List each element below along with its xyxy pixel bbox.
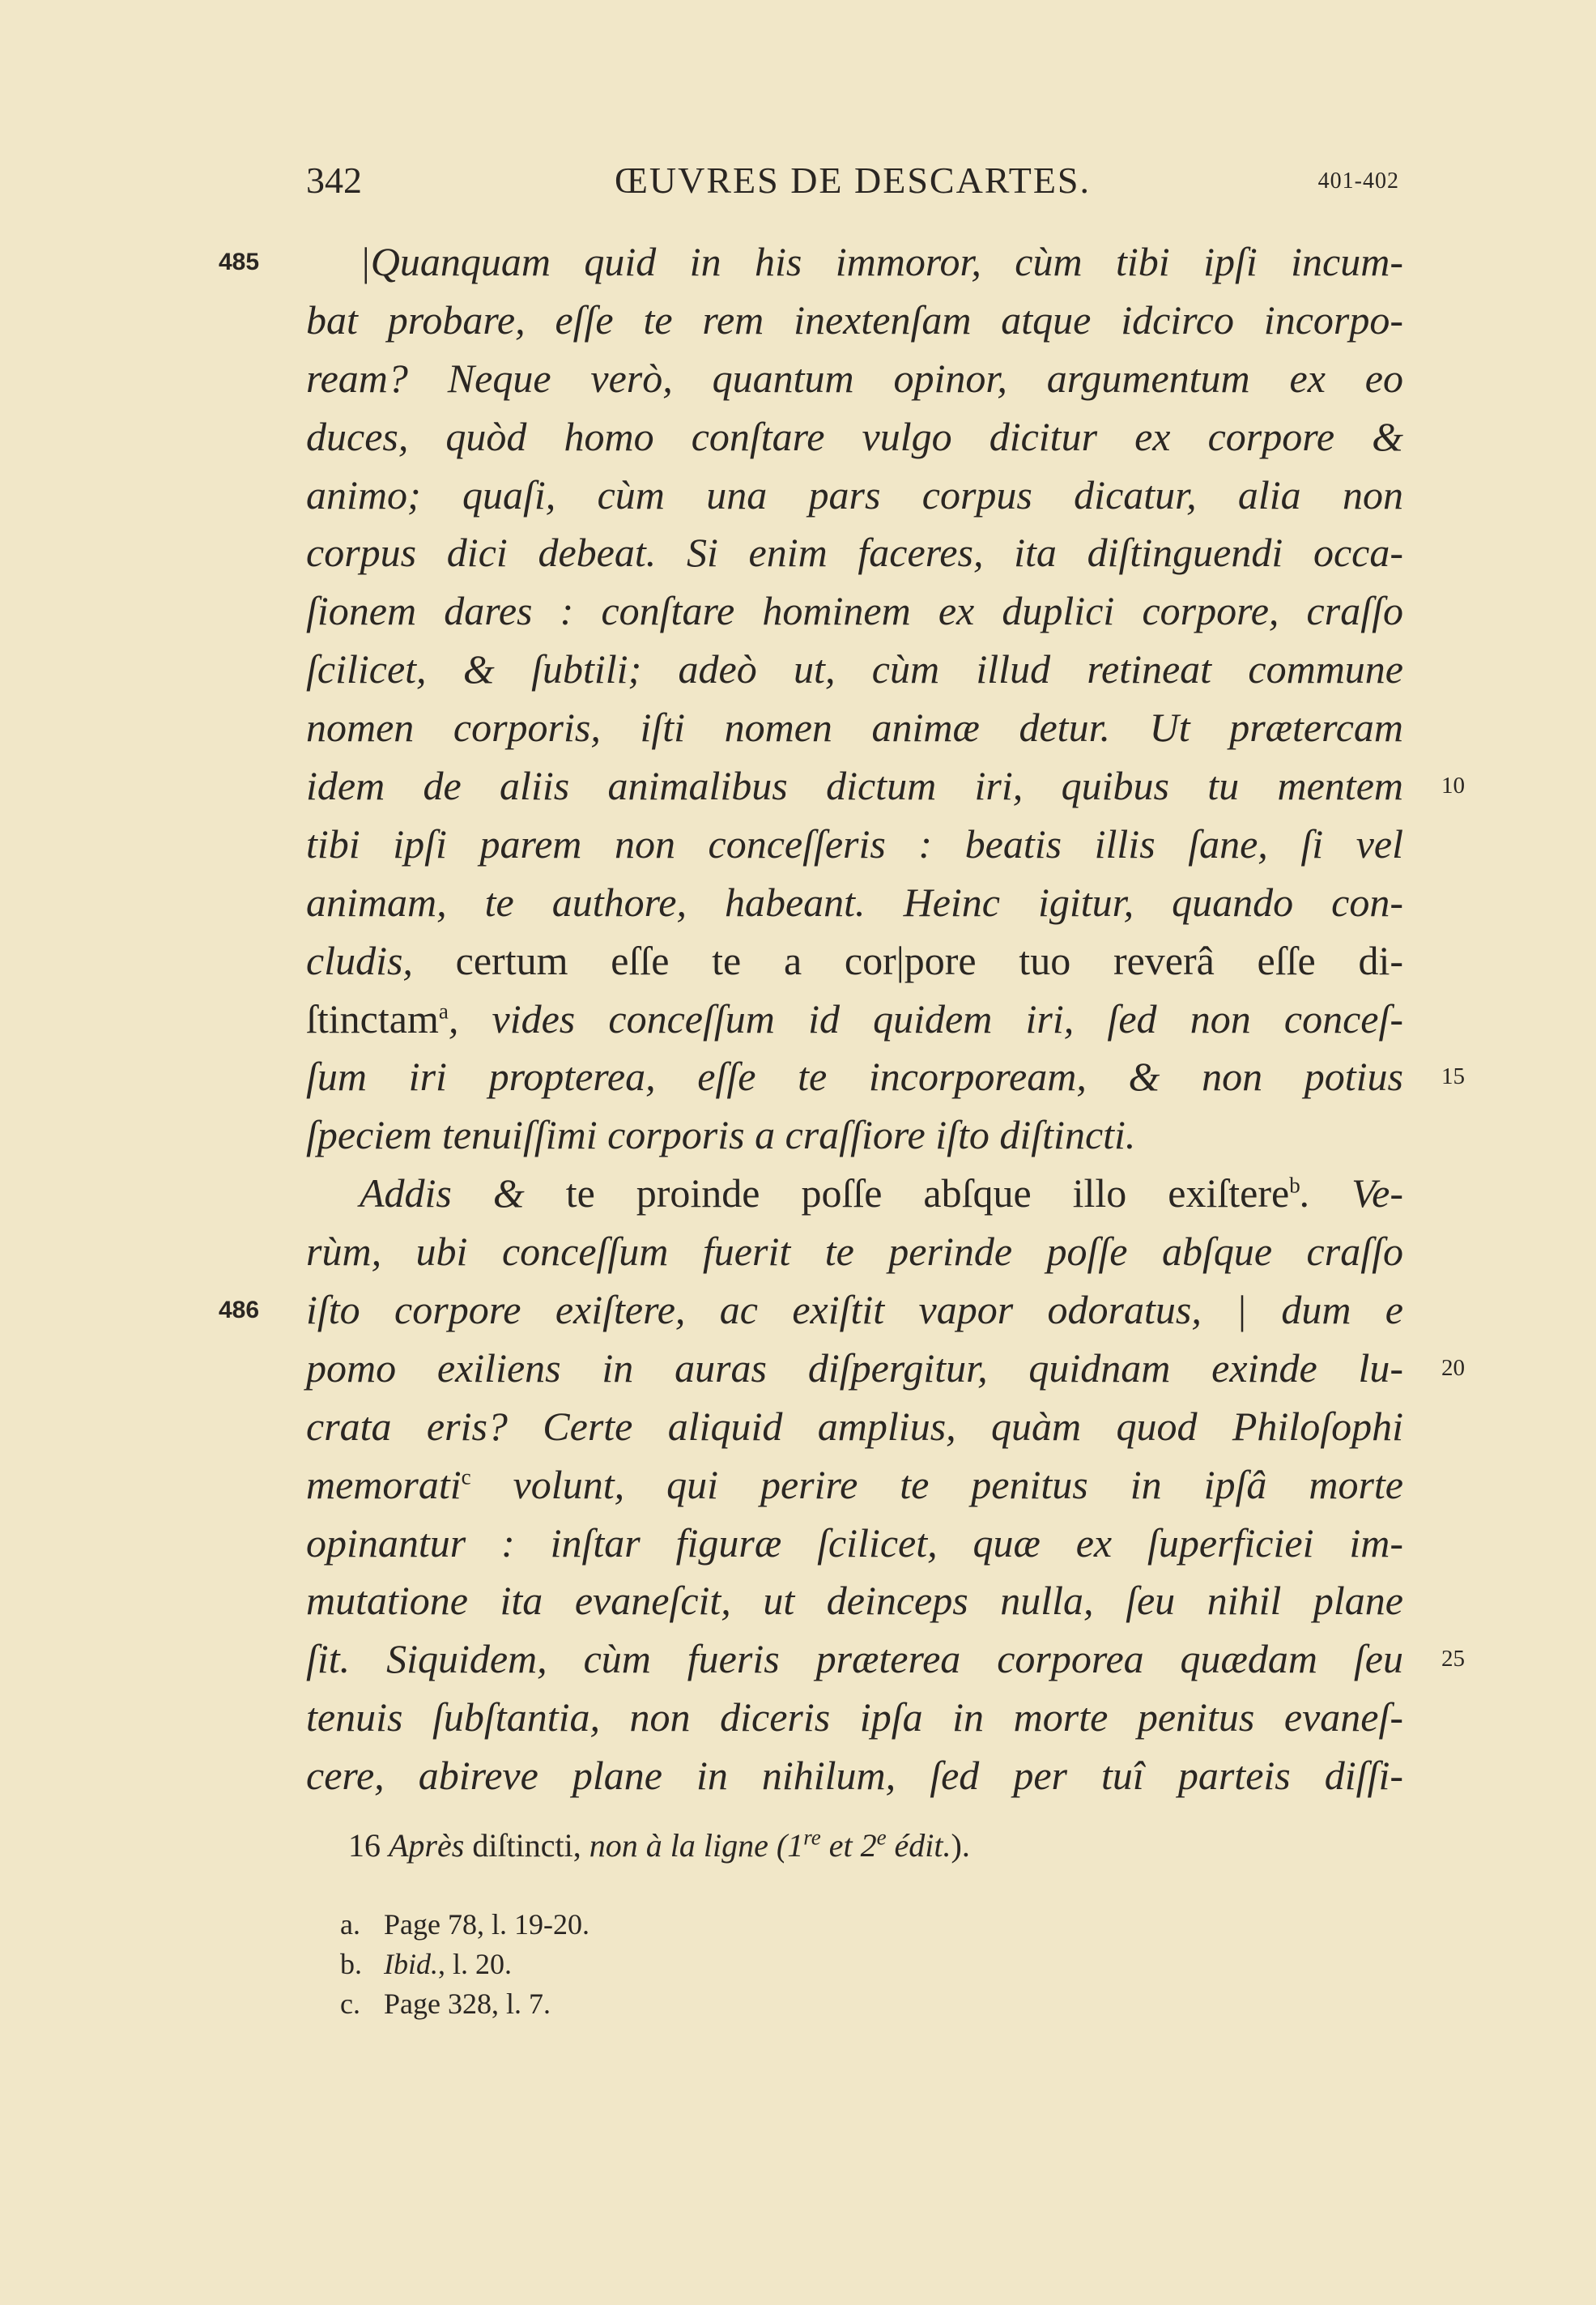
text-line: ſum iri propterea, eſſe te incorpoream, & non potius 15 <box>306 1048 1403 1106</box>
text-line: tenuis ſubſtantia, non diceris ipſa in morte penitus evaneſ- <box>306 1694 1403 1740</box>
text-line: rùm, ubi conceſſum fuerit te perinde poſſe abſque craſſo <box>306 1229 1403 1275</box>
text-line: ſpeciem tenuiſſimi corporis a craſſiore iſto diſtincti. <box>306 1112 1136 1158</box>
text-line: nomen corporis, iſti nomen animæ detur. Ut prætercam <box>306 705 1403 751</box>
text-line: cere, abireve plane in nihilum, ſed per tuî parteis diſſi- <box>306 1753 1403 1799</box>
variant-note: 16 Après diſtincti, non à la ligne (1re et 2e édit.). <box>348 1825 970 1864</box>
running-title: ŒUVRES DE DESCARTES. <box>614 160 1092 201</box>
text-line: crata eris? Certe aliquid amplius, quàm quod Philoſophi <box>306 1403 1403 1449</box>
text-line: pomo exiliens in auras diſpergitur, quidnam exinde lu- 20 <box>306 1340 1403 1398</box>
footnote-ref-a: a <box>438 998 449 1023</box>
text-line: memorati$^c$ volunt, qui perire te penitus in ipſâ morte <box>306 1461 1403 1507</box>
text-line: cludis, certum eſſe te a cor|pore tuo reverâ eſſe di- <box>306 937 1403 983</box>
footnote-ref-c: c <box>461 1464 471 1489</box>
text-line: duces, quòd homo conſtare vulgo dicitur ex corpore & <box>306 413 1403 459</box>
text-line: opinantur : inſtar figuræ ſcilicet, quæ ex ſuperficiei im- <box>306 1519 1403 1566</box>
line-number-25: 25 <box>1441 1646 1465 1672</box>
footnote-a: a. Page 78, l. 19-20. <box>340 1908 589 1941</box>
text-line: Addis & te proinde poſſe abſque illo exiſtere$^b$. Ve- <box>360 1170 1403 1216</box>
line-number-10: 10 <box>1441 773 1465 799</box>
margin-number-486: 486 <box>219 1297 260 1324</box>
line-number-20: 20 <box>1441 1354 1465 1381</box>
text-line: bat probare, eſſe te rem inextenſam atque idcirco incorpo- <box>306 296 1403 343</box>
page-range: 401-402 <box>1317 168 1399 194</box>
text-line: ſionem dares : conſtare hominem ex duplici corpore, craſſo <box>306 588 1403 634</box>
text-line: idem de aliis animalibus dictum iri, quibus tu mentem 10 <box>306 757 1403 816</box>
text-line: mutatione ita evaneſcit, ut deinceps nulla, ſeu nihil plane <box>306 1578 1403 1624</box>
text-line: ream? Neque verò, quantum opinor, argumentum ex eo <box>306 355 1403 401</box>
text-line: 486 iſto corpore exiſtere, ac exiſtit vapor odoratus, | dum e <box>306 1281 1403 1340</box>
footnotes <box>340 1905 589 2024</box>
running-header <box>306 159 1399 215</box>
main-text <box>219 233 1465 1805</box>
line-number-15: 15 <box>1441 1063 1465 1090</box>
page-number: 342 <box>306 160 362 201</box>
footnote-c: c. Page 328, l. 7. <box>340 1988 551 2020</box>
footnote-b: b. Ibid., l. 20. <box>340 1948 513 1980</box>
text-line: animam, te authore, habeant. Heinc igitur, quando con- <box>306 879 1403 925</box>
text-line: tibi ipſi parem non conceſſeris : beatis illis ſane, ſi vel <box>306 820 1403 867</box>
text-line: animo; quaſi, cùm una pars corpus dicatur, alia non <box>306 471 1403 518</box>
text-line: corpus dici debeat. Si enim faceres, ita diſtinguendi occa- <box>306 530 1403 576</box>
text-line: 485 |Quanquam quid in his immoror, cùm tibi ipſi incum- <box>306 233 1403 292</box>
margin-number-485: 485 <box>219 249 260 275</box>
text-line: ſit. Siquidem, cùm fueris præterea corporea quædam ſeu 25 <box>306 1630 1403 1689</box>
text-line: ſcilicet, & ſubtili; adeò ut, cùm illud retineat commune <box>306 646 1403 692</box>
footnote-ref-b: b <box>1289 1173 1300 1198</box>
text-line: ſtinctam$^a$, vides conceſſum id quidem iri, ſed non conceſ- <box>306 995 1403 1042</box>
